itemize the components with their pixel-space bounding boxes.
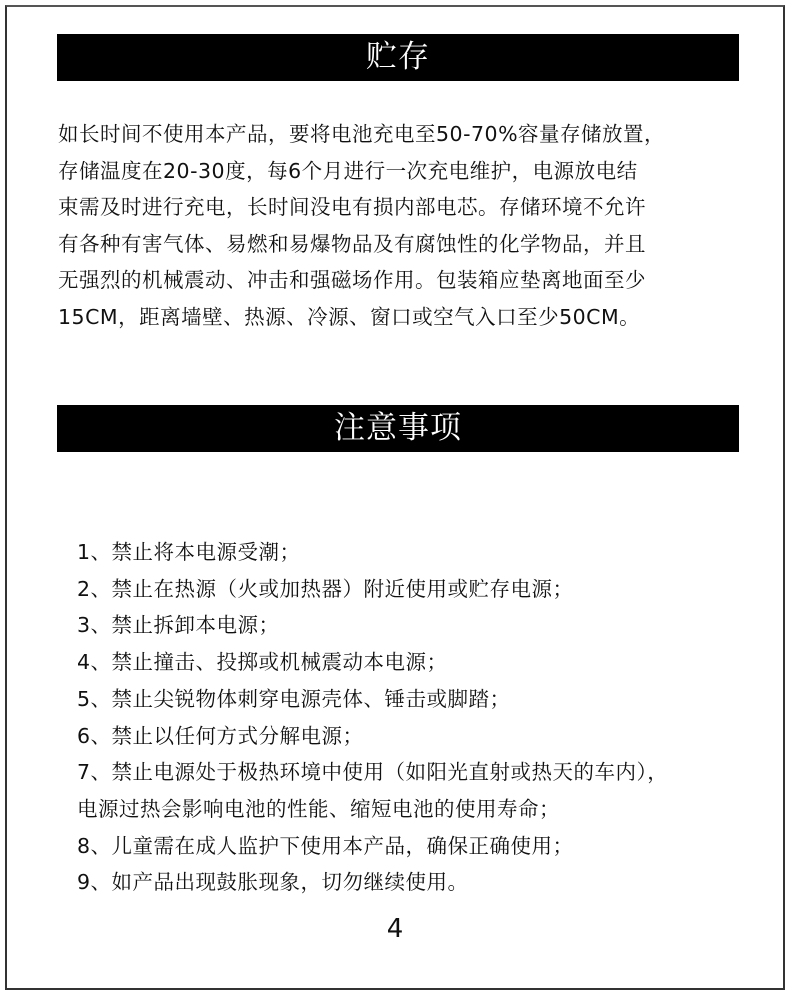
notes-item-continuation: 电源过热会影响电池的性能、缩短电池的使用寿命； [77,796,560,821]
notes-item: 1、禁止将本电源受潮； [77,540,301,564]
notes-item: 6、禁止以任何方式分解电源； [77,723,364,748]
storage-section-title: 贮存 [57,34,739,81]
storage-line: 束需及时进行充电，长时间没电有损内部电芯。存储环境不允许 [58,195,646,219]
notes-section-title: 注意事项 [57,405,739,452]
notes-item: 2、禁止在热源（火或加热器）附近使用或贮存电源； [77,576,574,601]
notes-item: 8、儿童需在成人监护下使用本产品，确保正确使用； [77,833,574,858]
storage-paragraph [58,116,770,335]
storage-line: 无强烈的机械震动、冲击和强磁场作用。包装箱应垫离地面至少 [58,268,646,292]
notes-item: 9、如产品出现鼓胀现象，切勿继续使用。 [77,870,469,895]
storage-line: 有各种有害气体、易燃和易爆物品及有腐蚀性的化学物品，并且 [58,231,646,256]
storage-line: 存储温度在20-30度，每6个月进行一次充电维护，电源放电结 [58,158,638,183]
storage-line: 15CM，距离墙壁、热源、冷源、窗口或空气入口至少50CM。 [58,304,641,329]
notes-item: 5、禁止尖锐物体刺穿电源壳体、锤击或脚踏； [77,686,511,711]
notes-list [77,534,777,901]
storage-line: 如长时间不使用本产品，要将电池充电至50-70%容量存储放置， [58,122,666,146]
notes-item: 3、禁止拆卸本电源； [77,613,280,638]
notes-item: 4、禁止撞击、投掷或机械震动本电源； [77,650,448,675]
page-number: 4 [386,914,404,944]
notes-item: 7、禁止电源处于极热环境中使用（如阳光直射或热天的车内）， [77,760,669,785]
